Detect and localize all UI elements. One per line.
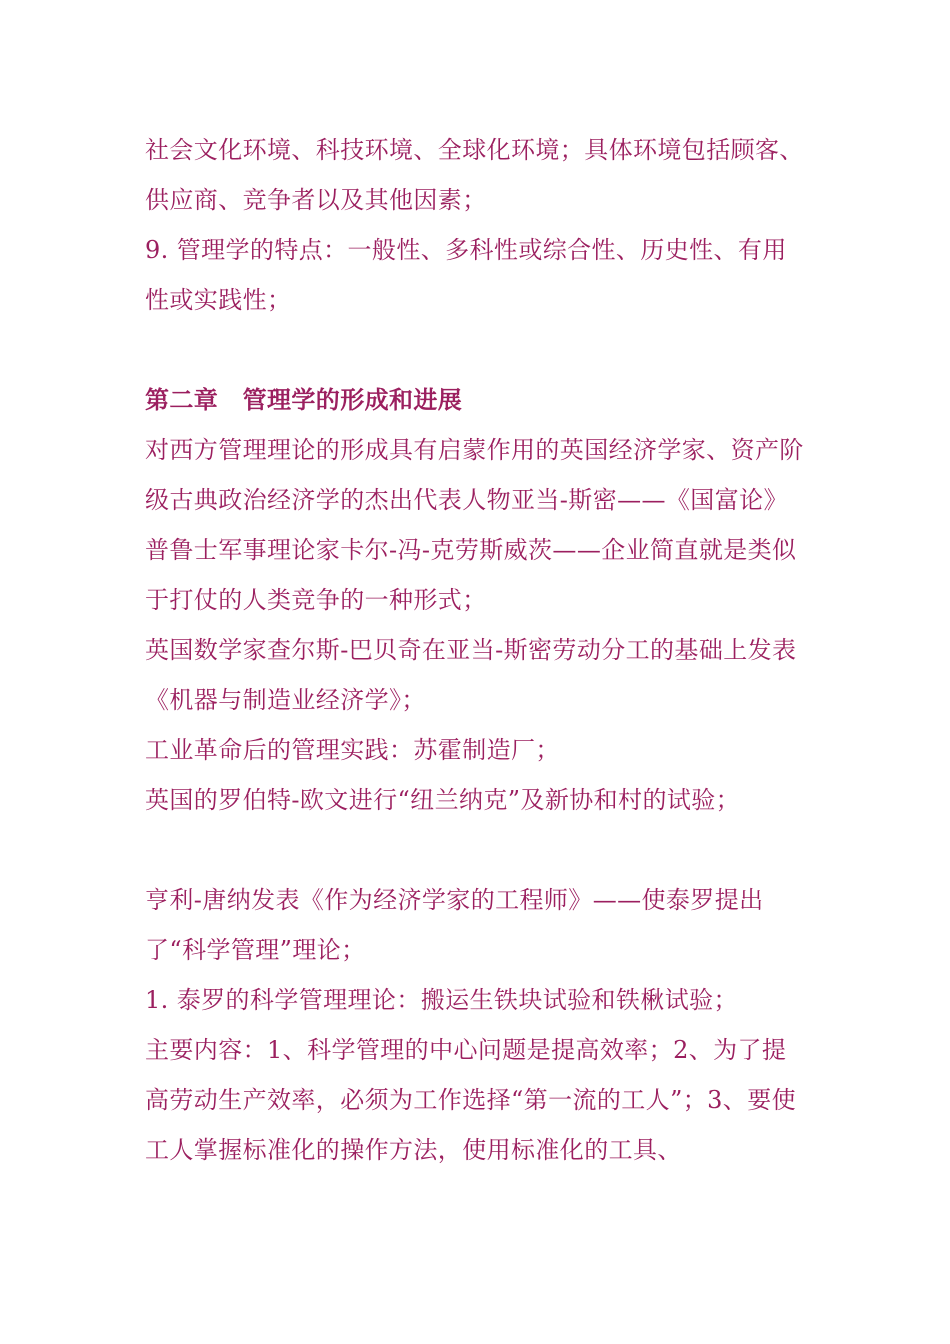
blank-line xyxy=(145,325,810,375)
paragraph-management-features: 9. 管理学的特点：一般性、多科性或综合性、历史性、有用性或实践性； xyxy=(145,236,787,314)
paragraph-environment: 社会文化环境、科技环境、全球化环境；具体环境包括顾客、供应商、竞争者以及其他因素； xyxy=(145,136,804,214)
paragraph-adam-smith: 对西方管理理论的形成具有启蒙作用的英国经济学家、资产阶级古典政治经济学的杰出代表人物亚当-斯密——《国富论》 xyxy=(145,436,804,514)
blank-line xyxy=(145,825,810,875)
paragraph-soho: 工业革命后的管理实践：苏霍制造厂； xyxy=(145,736,560,764)
paragraph-clausewitz: 普鲁士军事理论家卡尔-冯-克劳斯威茨——企业简直就是类似于打仗的人类竞争的一种形式； xyxy=(145,536,797,614)
document-body xyxy=(145,125,810,1175)
paragraph-taylor: 1. 泰罗的科学管理理论：搬运生铁块试验和铁楸试验； xyxy=(145,986,738,1014)
paragraph-babbage: 英国数学家查尔斯-巴贝奇在亚当-斯密劳动分工的基础上发表《机器与制造业经济学》； xyxy=(145,636,797,714)
paragraph-towne: 亨利-唐纳发表《作为经济学家的工程师》——使泰罗提出了“科学管理”理论； xyxy=(145,886,764,964)
paragraph-owen: 英国的罗伯特-欧文进行“纽兰纳克”及新协和村的试验； xyxy=(145,786,741,814)
chapter-heading: 第二章 管理学的形成和进展 xyxy=(145,386,463,414)
paragraph-main-content: 主要内容：1、科学管理的中心问题是提高效率；2、为了提高劳动生产效率，必须为工作选择“第一流的工人”；3、要使工人掌握标准化的操作方法，使用标准化的工具、 xyxy=(145,1036,797,1164)
